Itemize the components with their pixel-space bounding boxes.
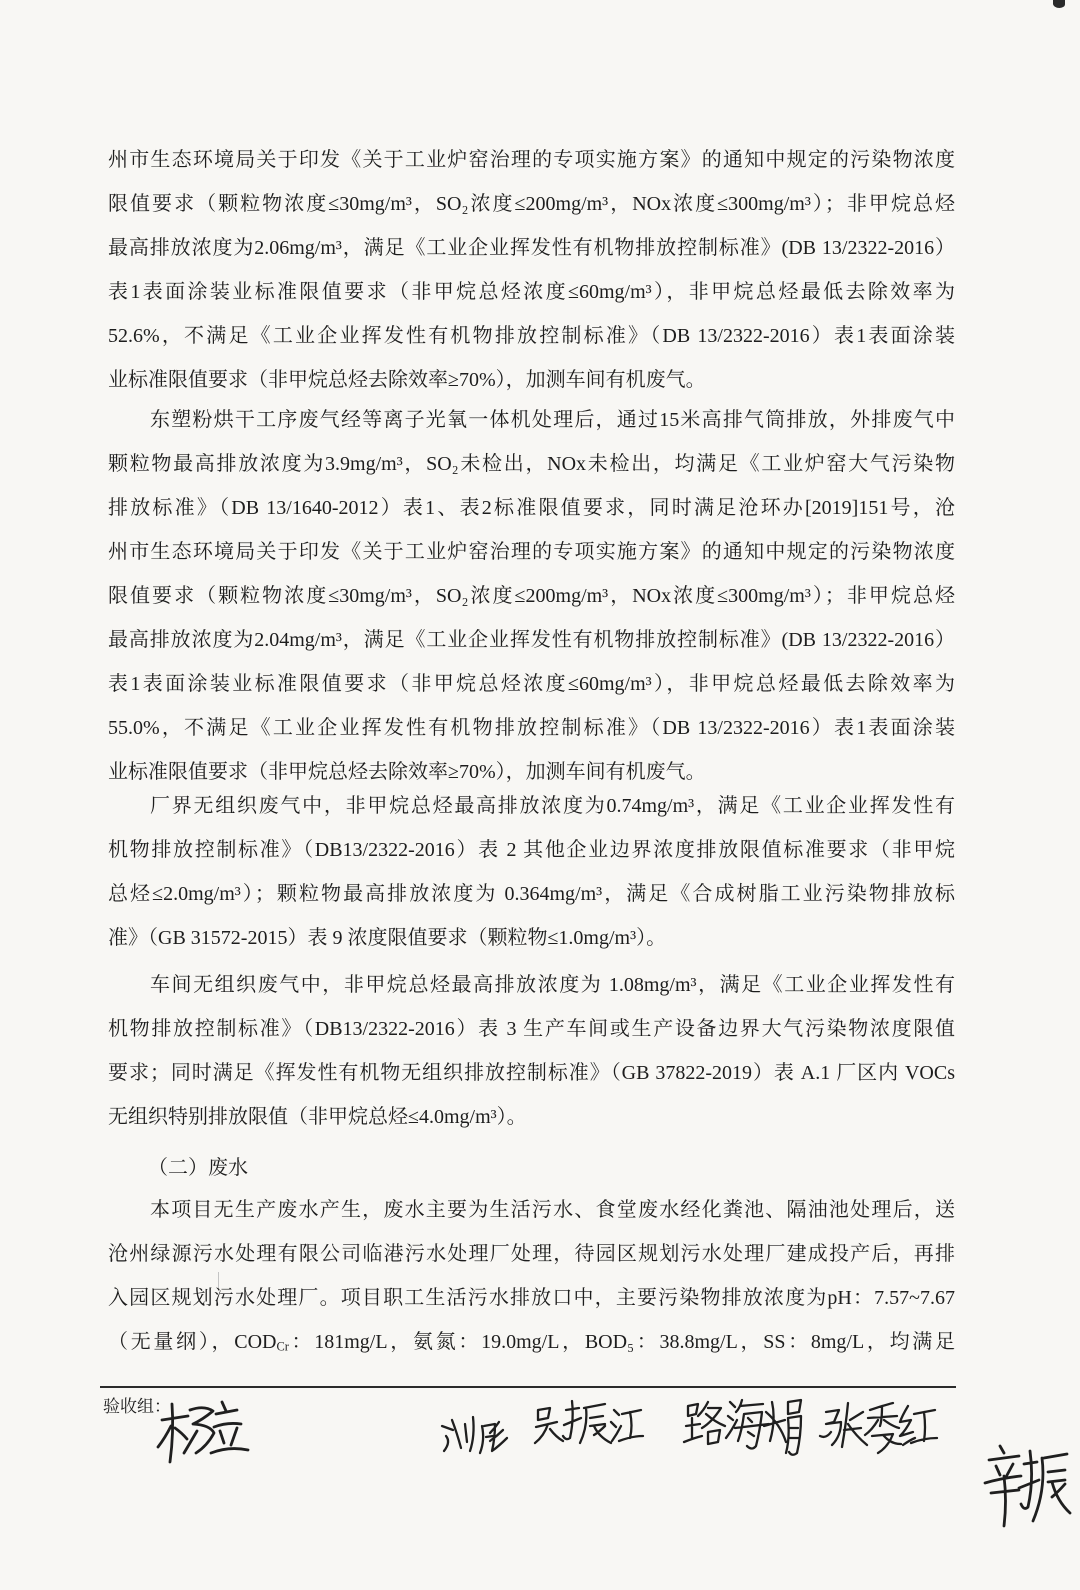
handwritten-signature <box>684 1400 801 1455</box>
text-line: 限值要求（颗粒物浓度≤30mg/m³，SO₂浓度≤200mg/m³，NOx浓度≤300mg/m³）；非甲烷总烃 <box>108 585 955 607</box>
text-line <box>108 1320 955 1364</box>
text-line: 55.0%，不满足《工业企业挥发性有机物排放控制标准》（DB 13/2322-2016）表1表面涂装 <box>108 717 955 739</box>
text-line: 排放标准》（DB 13/1640-2012）表1、表2标准限值要求，同时满足沧环办[2019]151号，沧 <box>108 497 955 519</box>
subscript-text: Cr <box>276 1339 289 1354</box>
text-line: 颗粒物最高排放浓度为3.9mg/m³，SO₂未检出，NOx未检出，均满足《工业炉窑大气污染物 <box>108 453 955 475</box>
text-line: 本项目无生产废水产生，废水主要为生活污水、食堂废水经化粪池、隔油池处理后，送 <box>150 1199 955 1221</box>
text-line: 业标准限值要求（非甲烷总烃去除效率≥70%），加测车间有机废气。 <box>108 369 706 391</box>
text-line: 要求；同时满足《挥发性有机物无组织排放控制标准》（GB 37822-2019）表 A.1 厂区内 VOCs <box>108 1062 955 1084</box>
handwritten-signature <box>158 1402 248 1462</box>
body-paragraph <box>108 398 955 794</box>
text-line: 最高排放浓度为2.06mg/m³，满足《工业企业挥发性有机物排放控制标准》(DB 13/2322-2016） <box>108 237 955 259</box>
scan-speck <box>1053 0 1065 8</box>
body-paragraph <box>108 138 955 402</box>
text-line: 州市生态环境局关于印发《关于工业炉窑治理的专项实施方案》的通知中规定的污染物浓度 <box>108 541 955 563</box>
text-line: 车间无组织废气中，非甲烷总烃最高排放浓度为 1.08mg/m³，满足《工业企业挥发性有 <box>150 974 955 996</box>
text-line: 准》（GB 31572-2015）表 9 浓度限值要求（颗粒物≤1.0mg/m³）。 <box>108 927 667 949</box>
text-line: 入园区规划污水处理厂。项目职工生活污水排放口中，主要污染物排放浓度为pH：7.57~7.67 <box>108 1287 955 1309</box>
text-run: ：181mg/L，氨氮：19.0mg/L，BOD₅：38.8mg/L，SS：8mg/L，均满足 <box>288 1331 955 1353</box>
text-line: 总烃≤2.0mg/m³）；颗粒物最高排放浓度为 0.364mg/m³，满足《合成树脂工业污染物排放标 <box>108 883 955 905</box>
text-line: 沧州绿源污水处理有限公司临港污水处理厂处理，待园区规划污水处理厂建成投产后，再排 <box>108 1243 955 1265</box>
text-line: 限值要求（颗粒物浓度≤30mg/m³，SO₂浓度≤200mg/m³，NOx浓度≤300mg/m³）；非甲烷总烃 <box>108 193 955 215</box>
text-line: 无组织特别排放限值（非甲烷总烃≤4.0mg/m³）。 <box>108 1106 527 1128</box>
text-line: 州市生态环境局关于印发《关于工业炉窑治理的专项实施方案》的通知中规定的污染物浓度 <box>108 149 955 171</box>
section-heading: （二）废水 <box>148 1157 248 1179</box>
signatures-area <box>0 1380 1080 1580</box>
text-line: 机物排放控制标准》（DB13/2322-2016）表 3 生产车间或生产设备边界大气污染物浓度限值 <box>108 1018 955 1040</box>
handwritten-signature <box>985 1446 1070 1526</box>
text-line: 东塑粉烘干工序废气经等离子光氧一体机处理后，通过15米高排气筒排放，外排废气中 <box>150 409 955 431</box>
text-line: 最高排放浓度为2.04mg/m³，满足《工业企业挥发性有机物排放控制标准》(DB 13/2322-2016） <box>108 629 955 651</box>
body-paragraph <box>108 1188 955 1364</box>
text-line: 表1表面涂装业标准限值要求（非甲烷总烃浓度≤60mg/m³），非甲烷总烃最低去除效率为 <box>108 281 955 303</box>
body-text <box>108 138 955 1364</box>
handwritten-signature <box>442 1417 507 1453</box>
text-line: 表1表面涂装业标准限值要求（非甲烷总烃浓度≤60mg/m³），非甲烷总烃最低去除效率为 <box>108 673 955 695</box>
text-line: 业标准限值要求（非甲烷总烃去除效率≥70%），加测车间有机废气。 <box>108 761 706 783</box>
text-run: （无量纲），COD <box>108 1331 277 1353</box>
handwritten-signature <box>535 1401 643 1443</box>
body-paragraph <box>108 963 955 1139</box>
text-line: 机物排放控制标准》（DB13/2322-2016）表 2 其他企业边界浓度排放限值标准要求（非甲烷 <box>108 839 955 861</box>
acceptance-group-label: 验收组： <box>103 1397 171 1416</box>
body-paragraph <box>108 784 955 960</box>
text-line: 厂界无组织废气中，非甲烷总烃最高排放浓度为0.74mg/m³，满足《工业企业挥发性有 <box>150 795 955 817</box>
text-line: 52.6%，不满足《工业企业挥发性有机物排放控制标准》（DB 13/2322-2016）表1表面涂装 <box>108 325 955 347</box>
handwritten-signature <box>820 1403 937 1453</box>
